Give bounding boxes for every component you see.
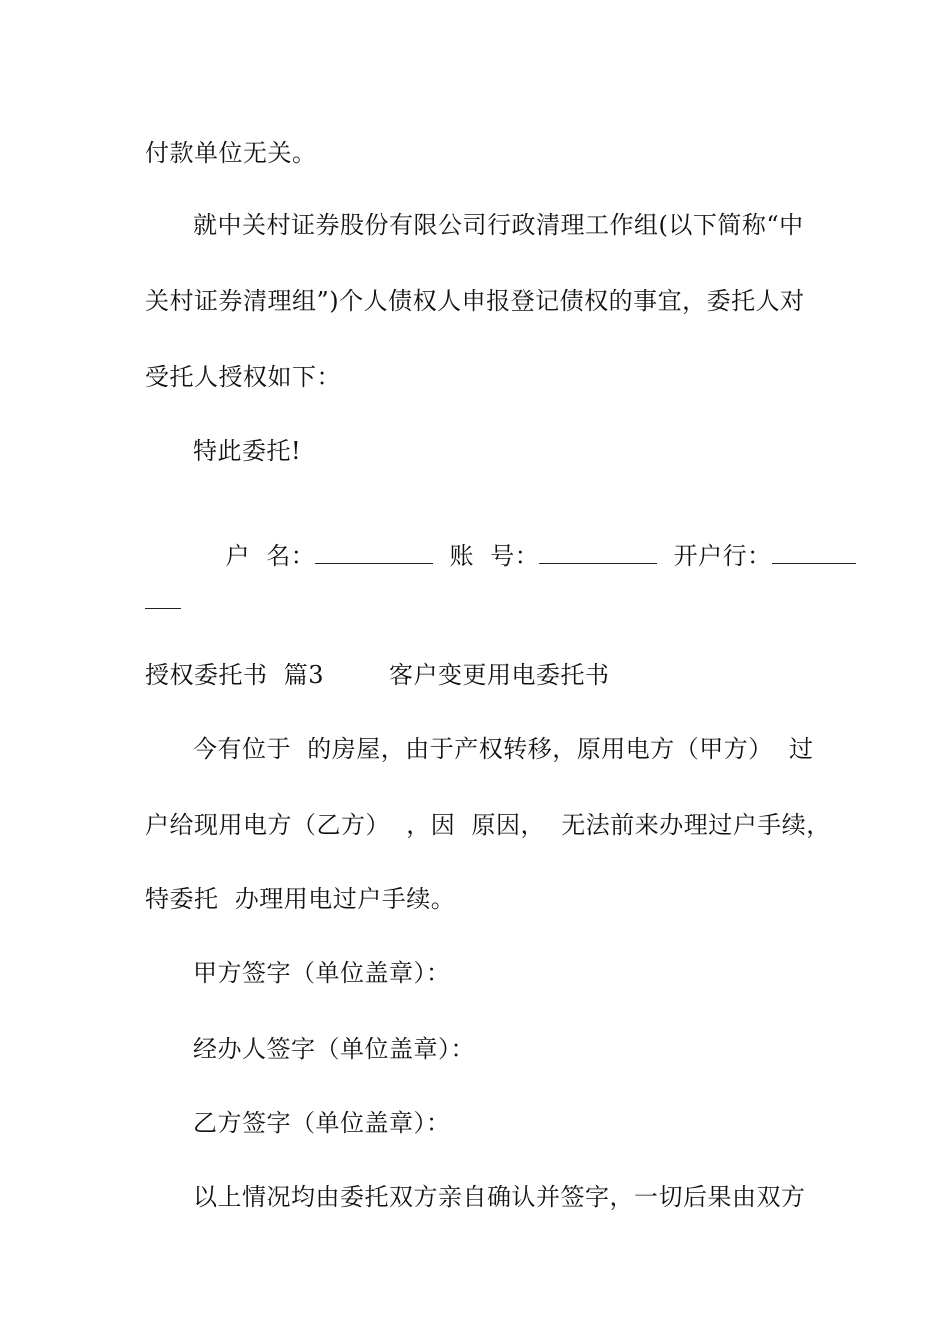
paragraph-line: 以上情况均由委托双方亲自确认并签字，一切后果由双方	[193, 1183, 806, 1211]
account-number-label: 账 号：	[449, 542, 540, 570]
paragraph-line: 受托人授权如下：	[145, 363, 341, 391]
signature-line-party-b: 乙方签字（单位盖章）：	[193, 1109, 451, 1137]
account-info-line	[193, 511, 856, 601]
bank-label: 开户行：	[673, 542, 772, 570]
paragraph-line: 就中关村证券股份有限公司行政清理工作组(以下简称“中	[193, 211, 804, 239]
signature-line-agent: 经办人签字（单位盖章）：	[193, 1035, 475, 1063]
paragraph-line: 特委托 办理用电过户手续。	[145, 885, 456, 913]
paragraph-line: 今有位于 的房屋，由于产权转移，原用电方（甲方） 过	[193, 735, 814, 763]
signature-line-party-a: 甲方签字（单位盖章）：	[193, 959, 451, 987]
blank-continuation-line	[145, 608, 181, 609]
account-name-label: 户 名：	[225, 542, 316, 570]
paragraph-line: 关村证券清理组”)个人债权人申报登记债权的事宜，委托人对	[145, 287, 805, 315]
section-heading: 授权委托书 篇3 客户变更用电委托书	[145, 661, 610, 689]
account-name-blank	[315, 541, 433, 564]
paragraph-line: 特此委托!	[193, 437, 302, 465]
paragraph-line: 付款单位无关。	[145, 139, 317, 167]
account-number-blank	[539, 541, 657, 564]
paragraph-line: 户给现用电方（乙方） ，因 原因， 无法前来办理过户手续，	[145, 811, 831, 839]
bank-blank	[772, 541, 856, 564]
